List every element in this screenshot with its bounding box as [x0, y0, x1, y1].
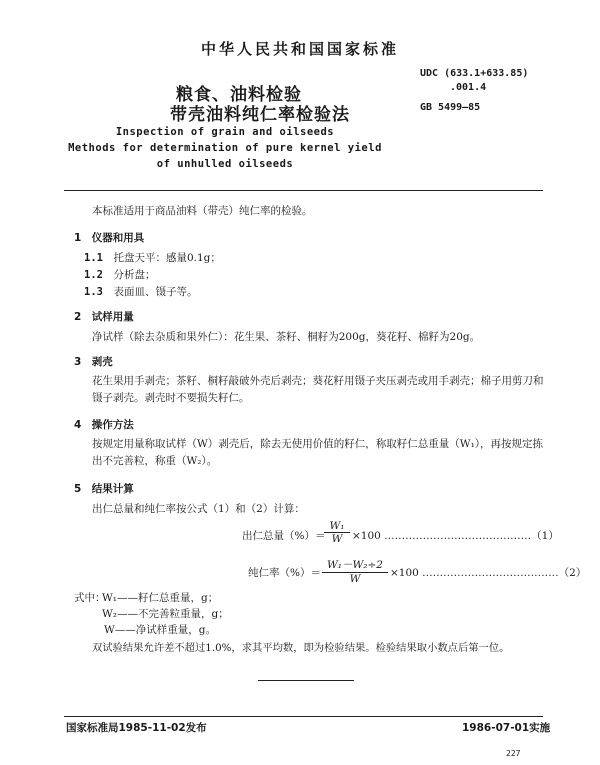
formula-1-numerator: W₁	[324, 520, 350, 533]
end-mark-rule	[258, 680, 354, 681]
list-item: 1.2 分析盘；	[84, 269, 156, 281]
conclusion-text: 双试验结果允许差不超过1.0%，求其平均数，即为检验结果。检验结果取小数点后第一位。	[92, 642, 510, 654]
formula-1-tail: ×100 ……………………………………（1）	[352, 530, 559, 542]
title-zh-line1: 粮食、油料检验	[176, 85, 302, 105]
section-3-text: 花生果用手剥壳；茶籽、桐籽敲破外壳后剥壳；葵花籽用镊子夹压剥壳或用手剥壳；棉子用剪刀和镊子剥壳。剥壳时不要损失籽仁。	[92, 375, 544, 404]
title-en-line3: of unhulled oilseeds	[156, 158, 294, 170]
formula-1-lhs: 出仁总量（%）＝	[242, 530, 326, 542]
where-label: 式中：	[74, 592, 106, 604]
title-zh-line2: 带壳油料纯仁率检验法	[170, 105, 350, 125]
section-4-title: 4 操作方法	[74, 419, 134, 431]
formula-2-tail: ×100 …………………………………（2）	[390, 567, 587, 579]
scope-text: 本标准适用于商品油料（带壳）纯仁率的检验。	[92, 205, 313, 217]
formula-1-denominator: W	[331, 533, 343, 545]
page-number: 227	[506, 749, 521, 758]
formula-2-numerator: W₁－W₂÷2	[322, 557, 388, 573]
list-item: 1.3 表面皿、镊子等。	[84, 286, 198, 298]
section-5-intro: 出仁总量和纯仁率按公式（1）和（2）计算：	[92, 503, 305, 515]
formula-1-fraction	[324, 520, 350, 545]
section-2-text: 净试样（除去杂质和果外仁）：花生果、茶籽、桐籽为200g，葵花籽、棉籽为20g。	[92, 331, 481, 343]
issued-date: 国家标准局1985-11-02发布	[66, 722, 207, 734]
where-item: W₁——籽仁总重量，g；	[102, 592, 219, 604]
udc-code: UDC (633.1+633.85)	[420, 68, 529, 79]
title-en-line2: Methods for determination of pure kernel yield	[68, 142, 382, 154]
footer-divider	[64, 716, 543, 717]
section-3-title: 3 剥壳	[74, 356, 113, 368]
section-1-title: 1 仪器和用具	[74, 232, 145, 244]
effective-date: 1986-07-01实施	[462, 722, 551, 734]
title-en-line1: Inspection of grain and oilseeds	[115, 126, 335, 138]
udc-code-continued: .001.4	[450, 82, 487, 93]
where-item: W——净试样重量，g。	[104, 624, 217, 636]
formula-2-lhs: 纯仁率（%）＝	[248, 567, 321, 579]
section-2-title: 2 试样用量	[74, 311, 134, 323]
gb-number: GB 5499—85	[420, 102, 481, 113]
header-divider	[64, 190, 543, 191]
formula-2-fraction	[322, 557, 388, 585]
list-item: 1.1 托盘天平：感量0.1g；	[84, 252, 221, 264]
section-5-title: 5 结果计算	[74, 483, 134, 495]
formula-2-denominator: W	[349, 573, 361, 585]
section-4-text: 按规定用量称取试样（W）剥壳后，除去无使用价值的籽仁，称取籽仁总重量（W₁），再按规定拣出不完善粒，称重（W₂）。	[92, 438, 544, 467]
where-item: W₂——不完善粒重量，g；	[102, 608, 229, 620]
standard-name: 中华人民共和国国家标准	[200, 40, 399, 58]
